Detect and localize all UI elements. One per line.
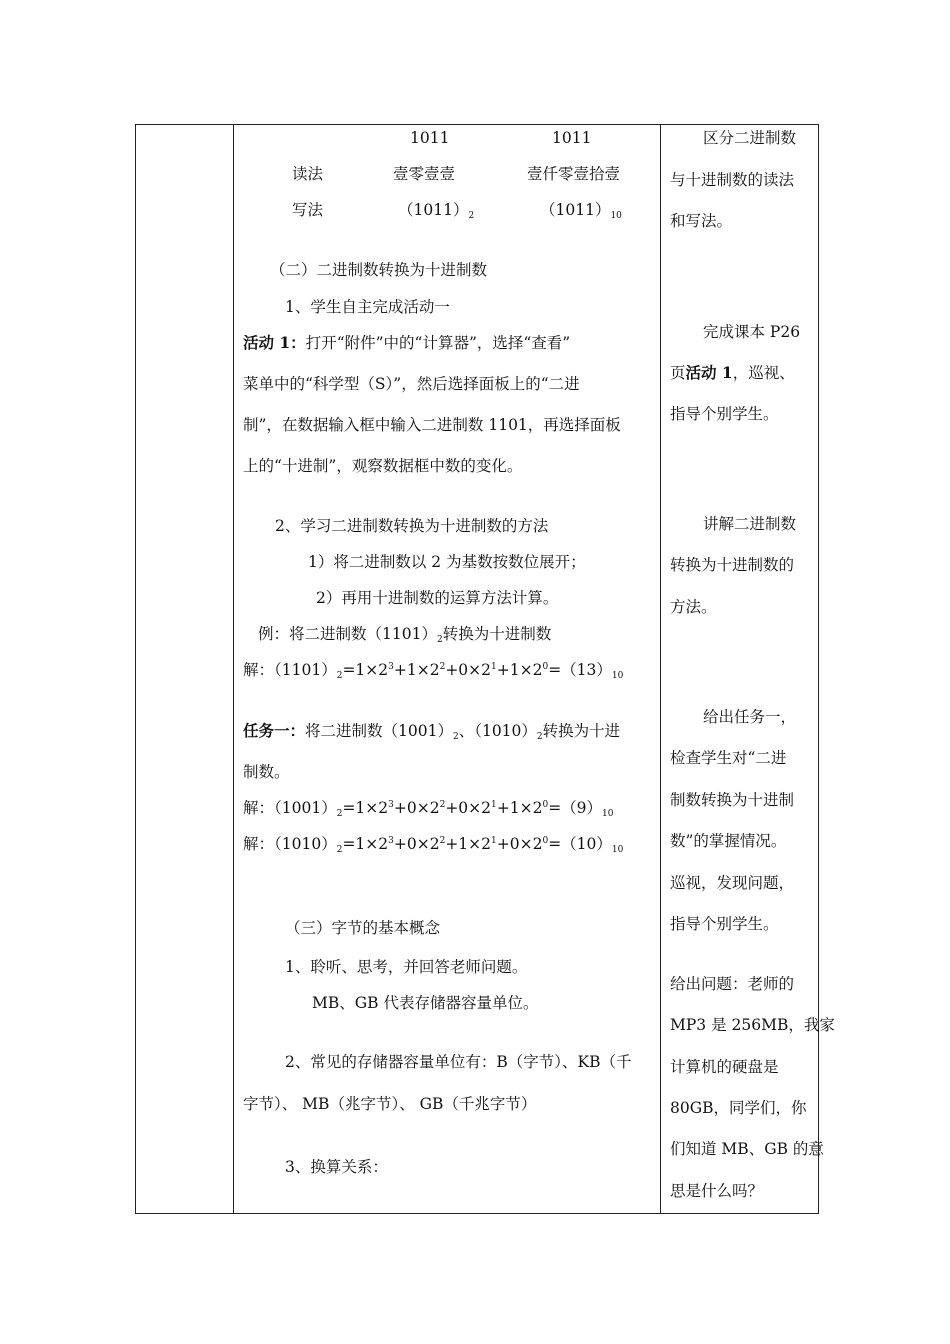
note5-line2: MP3 是 256MB，我家	[670, 1016, 835, 1034]
example-line: 例：将二进制数$(1101)_2$转换为十进制数	[258, 625, 552, 645]
example-solution: 解：$(1101)_2=1\times 2^3+1\times 2^2+0\times 2^1+1\times 2^0=(13)_{10}$	[243, 661, 624, 681]
note5-line6: 思是什么吗？	[670, 1182, 764, 1200]
note4-line4: 数”的掌握情况。	[670, 832, 787, 850]
note2-line2: 页活动 1，巡视、	[670, 363, 795, 382]
decimal-writing: $(1011)_{10}$	[540, 201, 622, 221]
note1-line1: 区分二进制数	[703, 129, 797, 147]
binary-number: 1011	[410, 129, 450, 147]
note1-line3: 和写法。	[670, 212, 733, 230]
note5-line5: 们知道 MB、GB 的意	[670, 1140, 824, 1158]
write-label: 写法	[292, 201, 324, 219]
method-step1: 1）将二进制数以 2 为基数按数位展开；	[308, 553, 586, 571]
task-solution2: 解：$(1010)_2=1\times 2^3+0\times 2^2+1\times 2^1+0\times 2^0=(10)_{10}$	[243, 835, 624, 855]
note5-line1: 给出问题：老师的	[670, 975, 795, 993]
activity-line1: 活动 1：打开“附件”中的“计算器”，选择“查看”	[243, 333, 571, 352]
section3-item3: 3、换算关系：	[285, 1158, 388, 1176]
section3-item1-sub: MB、GB 代表存储器容量单位。	[312, 994, 539, 1012]
activity-line3: 制”，在数据输入框中输入二进制数 1101，再选择面板	[243, 416, 621, 434]
note3-line1: 讲解二进制数	[703, 515, 797, 533]
section3-item2-line1: 2、常见的存储器容量单位有：B（字节）、KB（千	[285, 1053, 632, 1071]
task-line2: 制数。	[243, 763, 290, 781]
method-step2: 2）再用十进制数的运算方法计算。	[316, 589, 559, 607]
section3-item2-line2: 字节）、 MB（兆字节）、 GB（千兆字节）	[243, 1095, 537, 1113]
activity-line4: 上的“十进制”，观察数据框中数的变化。	[243, 457, 523, 475]
column-divider-2	[660, 124, 661, 1214]
note4-line6: 指导个别学生。	[670, 915, 779, 933]
note3-line2: 转换为十进制数的	[670, 556, 795, 574]
decimal-number: 1011	[552, 129, 592, 147]
task-line1: 任务一：将二进制数$(1001)_2$、$(1010)_2$转换为十进	[243, 721, 621, 742]
binary-reading: 壹零壹壹	[393, 165, 456, 183]
task-solution1: 解：$(1001)_2=1\times 2^3+0\times 2^2+0\times 2^1+1\times 2^0=(9)_{10}$	[243, 799, 614, 819]
note1-line2: 与十进制数的读法	[670, 171, 795, 189]
note5-line3: 计算机的硬盘是	[670, 1058, 779, 1076]
binary-writing: $(1011)_2$	[398, 201, 475, 221]
section2-heading: （二）二进制数转换为十进制数	[270, 261, 488, 279]
note4-line2: 检查学生对“二进	[670, 749, 787, 767]
note3-line3: 方法。	[670, 598, 717, 616]
note4-line1: 给出任务一，	[703, 708, 797, 726]
column-divider-1	[233, 124, 234, 1214]
note2-line3: 指导个别学生。	[670, 405, 779, 423]
note4-line3: 制数转换为十进制	[670, 791, 795, 809]
section3-heading: （三）字节的基本概念	[285, 919, 441, 937]
activity-line2: 菜单中的“科学型（S）”，然后选择面板上的“二进	[243, 375, 580, 393]
section3-item1: 1、聆听、思考，并回答老师问题。	[285, 958, 528, 976]
section2-item1: 1、学生自主完成活动一	[285, 298, 450, 316]
section2-item2: 2、学习二进制数转换为十进制数的方法	[275, 517, 549, 535]
note2-line1: 完成课本 P26	[703, 323, 801, 341]
note4-line5: 巡视，发现问题，	[670, 874, 795, 892]
decimal-reading: 壹仟零壹拾壹	[527, 165, 621, 183]
read-label: 读法	[292, 165, 324, 183]
note5-line4: 80GB，同学们，你	[670, 1099, 807, 1117]
